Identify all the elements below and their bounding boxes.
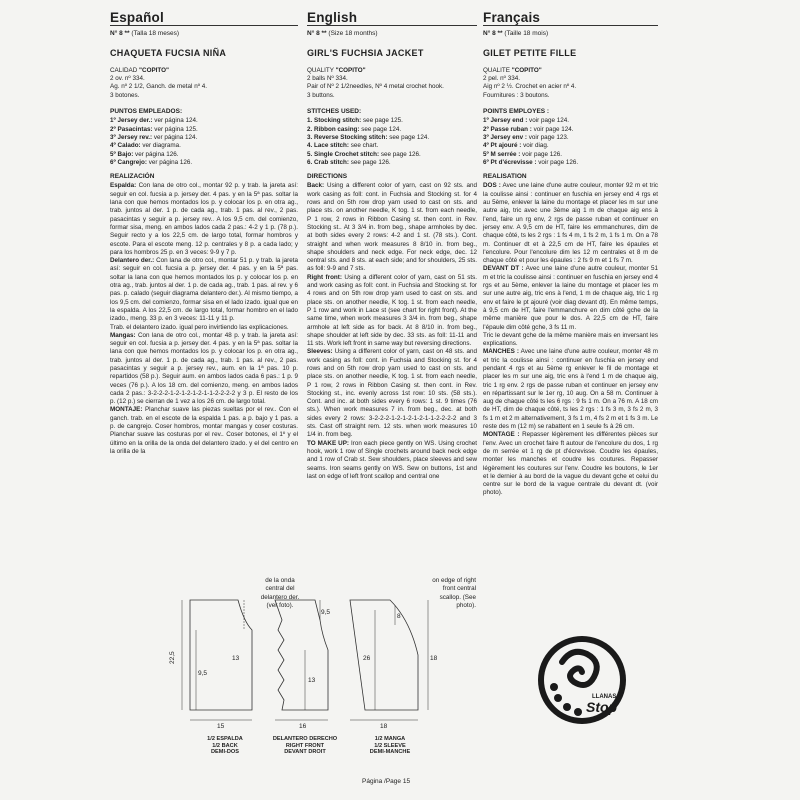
dim-front-width: 16 xyxy=(299,723,307,730)
instruction-paragraph: DOS : Avec une laine d'une autre couleur, monter 92 m et tric la coulisse ainsi : continuer en fuschia en jersey end 4 rgs et au 5ème, enlever la laine du montage et placer les m sur une autre aig, tric avec une 3ème aig 1 m de chaque aig ens à l'end, faire un rg env, 2 rgs de passe ruban et continuer en jersey env. A 9,5 cm de HT, faire les emmanchures, dim de chaque côté, ts les 2 rgs : 1 fs 4 m, 1 fs 2 m, 1 fs 1 m. On a 78 m. Continuer dt et à 22,5 cm de HT, faire les épaules et l'encolure. Pour l'encolure dim les 12 m centrales et 8 m de chaque côté et pour les épaules : 2 fs 9 m et 1 fs 7 m. xyxy=(483,182,658,265)
stitch-item: 5. Single Crochet stitch: see page 126. xyxy=(307,150,421,158)
dim-back-height: 22,5 xyxy=(169,651,176,664)
english-side-note: on edge of right front central scallop. (See photo). xyxy=(432,577,476,609)
instruction-paragraph: DEVANT DT : Avec une laine d'une autre couleur, monter 51 m et tric la coulisse ainsi : continuer en fuschia en jersey end 4 rgs et au 5ème, enlever la laine du montage et placer les m sur une autre aig, tric ens à l'end, 1 m de chaque aig, tric 1 rg env et faire le pt ajouré (voir diag devant dt). En même temps, à 9,5 cm de HT, faire l'emmanchure en dim côté gche de la même manière que pour le dos. A 22,5 cm de HT, faire l'épaule dim côté gche, 3 fs 11 m. xyxy=(483,265,658,331)
stitch-item: 3º Jersey rev.: ver página 124. xyxy=(110,133,198,141)
stitch-item: 3. Reverse Stocking stitch: see page 124. xyxy=(307,133,430,141)
instruction-paragraph: Trab. el delantero izado. igual pero invirtiendo las explicaciones. xyxy=(110,323,289,331)
pattern-title: GIRL'S FUCHSIA JACKET xyxy=(307,47,424,58)
dim-back-upper: 13 xyxy=(232,655,240,662)
column-spanish xyxy=(110,10,299,456)
stitch-item: 2º Pasacintas: ver página 125. xyxy=(110,125,198,133)
stitch-item: 1. Stocking stitch: see page 125. xyxy=(307,117,403,125)
dim-sleeve-width: 18 xyxy=(380,723,388,730)
llanas-stop-logo xyxy=(532,632,632,727)
stitches-heading: STITCHES USED: xyxy=(307,108,362,116)
sleeve-outline xyxy=(350,600,418,710)
logo-name: Stop xyxy=(586,699,618,715)
quality-block: QUALITE "COPITO" 2 pel. nº 334. Aig nº 2 ½. Crochet en acier nº 4. Fournitures : 3 boutons. xyxy=(483,66,577,99)
caption-back: 1/2 ESPALDA 1/2 BACK DEMI-DOS xyxy=(207,736,243,756)
stitch-item: 2º Passe ruban : voir page 124. xyxy=(483,125,574,133)
stitch-item: 5º M serrée : voir page 126. xyxy=(483,150,562,158)
stitch-item: 6º Cangrejo: ver página 126. xyxy=(110,158,193,166)
lang-heading: English xyxy=(307,14,477,26)
stitch-item: 6. Crab stitch: see page 126. xyxy=(307,158,391,166)
quality-block: CALIDAD "COPITO" 2 ov. nº 334. Ag. nº 2 1/2, Ganch. de metal nº 4. 3 botones. xyxy=(110,66,208,99)
instruction-paragraph: MONTAJE: Planchar suave las piezas sueltas por el rev.. Con el ganch. trab. en el escote de la espalda 1 pas. a p. bajo y 1 pas. a p. de cangrejo. Coser hombros, montar mangas y coser costuras. Planchar suave las costuras por el rev.. Coser botones, el 1º y el último en la orilla de la onda del delantero izado. y el del centro en la orilla de la xyxy=(110,406,298,455)
caption-sleeve: 1/2 MANGA 1/2 SLEEVE DEMI-MANCHE xyxy=(369,736,411,756)
stitch-item: 4. Lace stitch: see chart. xyxy=(307,142,379,150)
instruction-paragraph: Mangas: Con lana de otro col., montar 48 p. y trab. la jareta así: seguir en col. fucsia a p. jersey der. 4 pas. y en la 5ª pas. soltar la lana con que hemos montados los p. y colocar los p. en otra ag., trab. juntos al der. 1 p. de cada ag., trab. 1 pas. al rev., 2 pas. pasacintas y seguir a p. jersey rev., aum. en la 1ª pas. 10 p. repartidos (58 p.). Seguir aum. en ambos lados cada 6 pas.: 1 p. 9 veces (76 p.). A los 18 cm. del comienzo, meng. en ambos lados cada 2 pas.: 3-2-2-2-1-2-1-2-1-2-1-1-2-2-2-2 y 3 p. El resto de los p. (12 p.) se cierran de 1 vez a los 26 cm. de largo total. xyxy=(110,331,298,406)
dim-sleeve-height: 26 xyxy=(363,655,371,662)
quality-block: QUALITY "COPITO" 2 balls Nº 334. Pair of Nº 2 1/2needles, Nº 4 metal crochet hook. 3 buttons. xyxy=(307,66,444,99)
stitch-item: 3º Jersey env : voir page 123. xyxy=(483,133,569,141)
instruction-paragraph: MONTAGE : Repasser légèrement les différentes pièces sur l'env. Avec un crochet faire ft autour de l'encolure du dos, 1 rg de m serrée et 1 rg de pt d'écrevisse. Coudre les épaules, monter les manches et coudre les coutures. Repasser légèrement les coutures sur l'env. Coudre les boutons, le 1er et le dernier à au bord de la vague du devant gche et celui du centre sur le bord de la vague centrale du devant dt. (voir photo). xyxy=(483,431,658,497)
stitches-heading: POINTS EMPLOYES : xyxy=(483,108,550,116)
spanish-side-note: de la onda central del delantero der. (ver foto). xyxy=(260,577,300,609)
pattern-ref: N° 8 ** (Size 18 months) xyxy=(307,30,378,38)
realization-heading: REALIZACIÓN xyxy=(110,173,155,181)
pattern-ref: N° 8 ** (Taille 18 mois) xyxy=(483,30,549,38)
dim-sleeve-lower: 18 xyxy=(430,655,438,662)
dim-front-height: 13 xyxy=(308,677,316,684)
stitch-item: 1º Jersey end : voir page 124. xyxy=(483,117,569,125)
instruction-paragraph: Right front: Using a different color of yarn, cast on 51 sts. and work casing as foll: cont. in Fuchsia and Stocking st. for 4 rows and on 5th row drop yarn used to cast on sts. and place sts. on another needle, K tog. 1 st. from each needle, P 1 row and work in Lace st (see chart for right front). At the same time, when work measures 3 3/4 in. from beg., shape armhole at left side as for back. At 8 8/10 in. from beg., shape shoulder at left side by dec. 33 sts. as foll: 11-11 and 11 sts. Work left front in same way but reversing directions. xyxy=(307,273,477,348)
dim-back-armhole: 9,5 xyxy=(198,670,208,677)
dim-front-armhole: 9,5 xyxy=(321,609,331,616)
dim-back-width: 15 xyxy=(217,723,225,730)
realization-heading: REALISATION xyxy=(483,173,527,181)
stitch-item: 4º Pt ajouré : voir diag. xyxy=(483,142,549,150)
column-english xyxy=(307,10,477,481)
instruction-paragraph: Espalda: Con lana de otro col., montar 92 p. y trab. la jareta así: seguir en col. fucsia a p. jersey der. 4 pas. y en la 5ª pas. soltar la lana con que hemos montados los p. y colocar los p. en otra ag., trab. juntos al der. 1 p. de cada ag., trab. 1 pas. al rev., 2 pas. pasacintas y seguir a p. jersey rev.. A los 9,5 cm. del comienzo, formar sisa, meng. en ambos lados cada 2 pas.: 4-2 y 1 p. (78 p.). Seguir recto y a los 22,5 cm. de largo total, formar hombros y escote. Para el escote meng. 12 p. centrales y 8 p. a cada lado; y para los hombros 25 p. en 3 veces: 9-9 y 7 p. xyxy=(110,182,298,256)
stitch-item: 5º Bajo: ver página 126. xyxy=(110,150,179,158)
instruction-paragraph: Sleeves: Using a different color of yarn, cast on 48 sts. and work casing as foll: cont. in Fuchsia and Stocking st. for 4 rows and on 5th row drop yarn used to cast on sts. and place sts. on another needle, K tog. 1 st. from each needle, P 1 row, 2 rows in Ribbon Casing st. then cont. in Rev. Stocking st., inc. evenly across 1st row: 10 sts. (58 sts.). Cont. and inc. at both sides every 6 rows: 1 st. 9 times (76 sts.). When work measures 7 in. from beg., dec. at both sides every 2 rows: 3-2-2-2-1-2-1-2-1-2-1-1-2-2-2-2 and 3 sts. Cast off straight rem. 12 sts. when work measures 10 1/4 in. from beg. xyxy=(307,348,477,439)
dim-sleeve-cap: 8 xyxy=(397,613,401,620)
instruction-paragraph: MANCHES : Avec une laine d'une autre couleur, monter 48 m et tric la coulisse ainsi : continuer en fuschia en jersey end pendant 4 rgs et au 5ème rg enlever le fil de montage et placer les m sur une aig, tric ens à l'end 1 m de chaque aig, tric 1 rg env. 2 rgs de passe ruban et continuer en jersey env en répartissant sur le 1er rg, 10 aug. On a 58 m. Continuer à aug de chaque côté ts les 6 rgs : 9 fs 1 m. On a 76 m. A 18 cm de HT, dim de chaque côté, ts les 2 rgs : 1 fs 3 m, 3 fs 2 m, 3 fs 1 m et 2 m alternativement, 3 fs 1 m, 4 fs 2 m et 1 fs 3 m. Le reste des m (12 m) se rabattent en 1 seule fs à 26 cm. xyxy=(483,348,659,431)
pattern-ref: N° 8 ** (Talla 18 meses) xyxy=(110,30,180,38)
instruction-paragraph: Delantero der.: Con lana de otro col., montar 51 p. y trab. la jareta así: seguir en col. fucsia a p. jersey der. 4 pas. y en la 5ª pas. soltar la lana con que hemos montados los p. y colocar los p. en otra ag., trab. juntos al der. 1 p. de cada ag., trab. 1 pas. al rev. y 6 pas. p. calado (seguir diagrama delantero der.). Al mismo tiempo, a los 9,5 cm. del comienzo, formar sisa en el lado izado. igual que en la espalda. A los 22,5 cm. de largo total, formar hombro en el lado izado., meng. 33 p. en 3 veces: 11-11 y 11 p. xyxy=(110,257,299,323)
page-number: Página /Page 15 xyxy=(362,778,411,785)
lang-heading: Français xyxy=(483,14,658,26)
instruction-paragraph: Tric le devant gche de la même manière mais en inversant les explications. xyxy=(483,331,658,348)
stitch-item: 2. Ribbon casing: see page 124. xyxy=(307,125,402,133)
column-french xyxy=(483,10,659,498)
stitch-item: 1º Jersey der.: ver página 124. xyxy=(110,117,198,125)
instruction-paragraph: Back: Using a different color of yarn, cast on 92 sts. and work casing as foll: cont. in Fuchsia and Stocking st. for 4 rows and on 5th row drop yarn used to cast on sts. and place sts. on another needle, K tog. 1 st. from each needle, P 1 row, 2 rows in Ribbon Casing st. then cont. in Rev. Stocking st.. At 3 3/4 in. from beg., shape armholes by dec. at both sides every 2 rows: 4-2 and 1 st. (78 sts.). Cont. straight and when work measures 8 8/10 in. from beg., shape shoulders and neck edge. For neck edge, dec. 12 central sts. and 8 sts. at each side; and for shoulders, 25 sts. as foll: 9-9 and 7 sts. xyxy=(307,182,477,273)
stitch-item: 6º Pt d'écrevisse : voir page 126. xyxy=(483,158,579,166)
realization-heading: DIRECTIONS xyxy=(307,173,348,181)
stitch-item: 4º Calado: ver diagrama. xyxy=(110,142,181,150)
lang-heading: Español xyxy=(110,14,298,26)
back-outline xyxy=(190,600,252,710)
instruction-paragraph: TO MAKE UP: Iron each piece gently on WS. Using crochet hook, work 1 row of Single crochets around back neck edge and 1 row of Crab st. Sew shoulders, place sleeves and sew seams. Iron seams gently on WS. Sew on buttons, 1st and last on edge of left front scallop and central one xyxy=(307,439,477,480)
pattern-title: GILET PETITE FILLE xyxy=(483,47,577,58)
caption-front: DELANTERO DERECHO RIGHT FRONT DEVANT DROIT xyxy=(272,736,338,756)
pattern-title: CHAQUETA FUCSIA NIÑA xyxy=(110,47,227,58)
stitches-heading: PUNTOS EMPLEADOS: xyxy=(110,108,183,116)
logo-brand: LLANAS xyxy=(592,694,617,700)
